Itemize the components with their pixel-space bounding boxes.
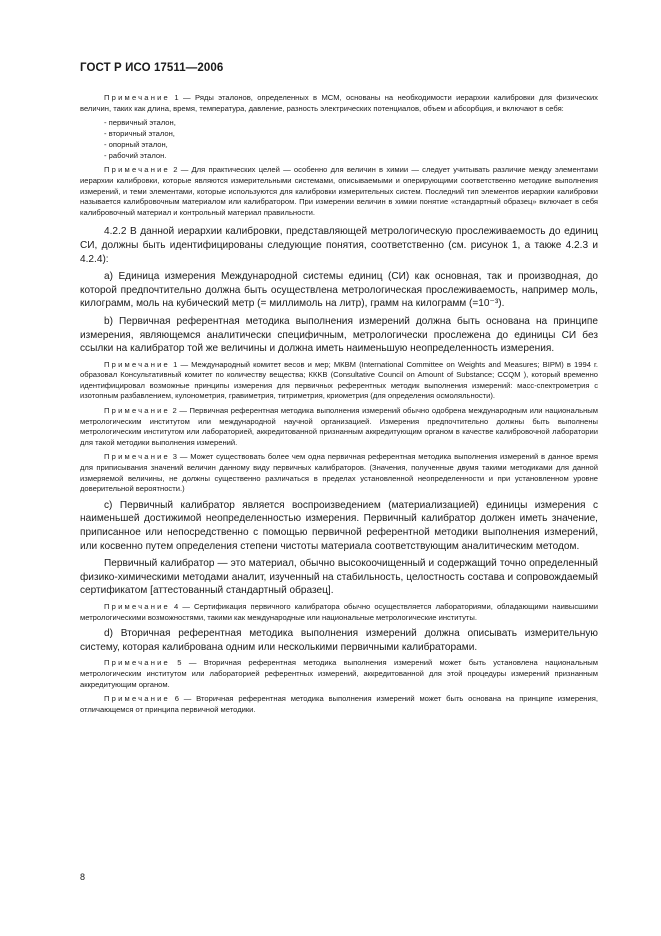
- note-3-multiple-procedures: [80, 452, 598, 494]
- note-text: — Для практических целей — особенно для величин в химии — следует учитывать различие между элементами иерархии калибровки, которые являются измерительными системами, описываемыми и оперирующими соответственно методике выполнения измерений, и теми элементами, которые используются для калибровки измерительных систем. Последний тип элементов иерархии калибровки называется калибровочным материалом или калибратором. При измерении величин в химии понятие «стандартный образец» включает в себя калибровочный материал и контрольный материал правильности.: [80, 165, 598, 217]
- list-item: - вторичный эталон,: [104, 129, 598, 140]
- list-item: - рабочий эталон.: [104, 151, 598, 162]
- note-number: 5: [177, 658, 182, 668]
- note-1-bipm: [80, 360, 598, 402]
- note-1-calibration-hierarchy: [80, 93, 598, 114]
- note-2-practical-purposes: [80, 165, 598, 218]
- note-number: 4: [174, 601, 179, 611]
- note-5-secondary-established: [80, 658, 598, 690]
- page-number: 8: [80, 872, 86, 882]
- item-d-secondary-reference-procedure: d) Вторичная референтная методика выполнения измерений должна описывать измерительную систему, которая калибрована одним или несколькими первичными калибраторами.: [80, 628, 598, 653]
- note-number: 1: [173, 359, 178, 369]
- item-c-primary-calibrator: c) Первичный калибратор является воспроизведением (материализацией) единицы измерения с наименьшей достижимой неопределенностью измерения. Первичный калибратор должен иметь значение, приписанное или непосредственно с помощью первичной референтной методики выполнения измерений, или косвенно путем определения степени чистоты материала соответствующим аналитическим методом.: [80, 499, 598, 552]
- page-content: [80, 93, 598, 719]
- note-4-certification: [80, 602, 598, 623]
- note-text: — Сертификация первичного калибратора обычно осуществляется лабораториями, обладающими наивысшими метрологическими возможностями, такими как международные или национальные метрологические институты.: [80, 601, 598, 622]
- note-label: Примечание: [104, 601, 170, 611]
- note-label: Примечание: [104, 359, 170, 369]
- note-label: Примечание: [104, 93, 170, 102]
- note-label: Примечание: [104, 165, 170, 175]
- item-b-primary-reference-procedure: b) Первичная референтная методика выполнения измерений должна быть основана на принципе измерения, являющемся аналитически специфичным, метрологически прослежена до единицы СИ без ссылки на калибратор той же величины и должна иметь наименьшую неопределенность измерения.: [80, 315, 598, 355]
- list-item: - опорный эталон,: [104, 140, 598, 151]
- paragraph-4-2-2: 4.2.2 В данной иерархии калибровки, представляющей метрологическую прослеживаемость до единиц СИ, должны быть идентифицированы следующие понятия, соответственно (см. рисунок 1, а также 4.2.3 и 4.2.4):: [80, 226, 598, 265]
- note-text: — Может существовать более чем одна первичная референтная методика выполнения измерений в данное время для приписывания значений величин данному виду первичных калибраторов. (Значения, полученные двумя такими методиками для данной измеряемой величины, не должны существенно различаться в пределах установленной неопределенности и при установленном уровне доверительной вероятности.): [80, 452, 598, 494]
- note-number: 2: [173, 165, 178, 175]
- note-text: — Международный комитет весов и мер; МКВМ (International Committee on Weights and Measures; BIPM) в 1994 г. образовал Консультативный комитет по количеству вещества; ККKВ (Consultative Council on Amount of Substance; CCQM ), который временно идентифицировал возможные принципы измерения для первичных референтных методик выполнения измерений: масс-спектрометрия с изотопным разбавлением, кулонометрия, гравиметрия, титриметрия, криометрия (для определения осмоляльности).: [80, 359, 598, 401]
- note-label: Примечание: [104, 452, 170, 462]
- note-label: Примечание: [104, 406, 170, 416]
- document-header: ГОСТ Р ИСО 17511—2006: [80, 62, 224, 74]
- note-label: Примечание: [104, 658, 170, 668]
- note-text: — Вторичная референтная методика выполнения измерений может быть установлена национальным метрологическим институтом или лабораторией референтных измерений, аккредитованной для этой процедуры измерений признанным аккредитующим органом.: [80, 658, 598, 689]
- list-item: - первичный эталон,: [104, 118, 598, 129]
- etalon-list: [80, 118, 598, 161]
- note-6-secondary-principle: [80, 694, 598, 715]
- note-label: Примечание: [104, 694, 170, 704]
- primary-calibrator-definition: Первичный калибратор — это материал, обычно высокоочищенный и содержащий точно определенный физико-химическими методами аналит, изученный на стабильность, целостность состава и сопровождаемый сертификатом [аттестованный стандартный образец].: [80, 558, 598, 597]
- note-text: — Первичная референтная методика выполнения измерений обычно одобрена международным или национальным метрологическим институтом или международной научной организацией. Измерения предпочтительно должны быть выполнены метрологическим институтом или лабораторией, аккредитованной признанным аккредитующим органом в качестве калибровочной лаборатории для такой методики выполнения измерений.: [80, 406, 598, 447]
- note-number: 1: [174, 93, 179, 102]
- note-number: 2: [172, 406, 177, 416]
- item-a-si-unit: a) Единица измерения Международной системы единиц (СИ) как основная, так и производная, до которой предпочтительно должна быть осуществлена метрологическая прослеживаемость, например моль, килограмм, моль на кубический метр (= миллимоль на литр), грамм на килограмм (=10⁻³).: [80, 271, 598, 310]
- note-text: — Ряды эталонов, определенных в МСМ, основаны на необходимости иерархии калибровки для физических величин, таких как длина, время, температура, давление, разность электрических потенциалов, объем и абсорбция, и включают в себя:: [80, 93, 598, 113]
- note-number: 3: [172, 452, 177, 462]
- note-text: — Вторичная референтная методика выполнения измерений может быть основана на принципе измерения, отличающемся от принципа первичной методики.: [80, 694, 598, 714]
- note-2-approval: [80, 406, 598, 448]
- note-number: 6: [174, 694, 179, 704]
